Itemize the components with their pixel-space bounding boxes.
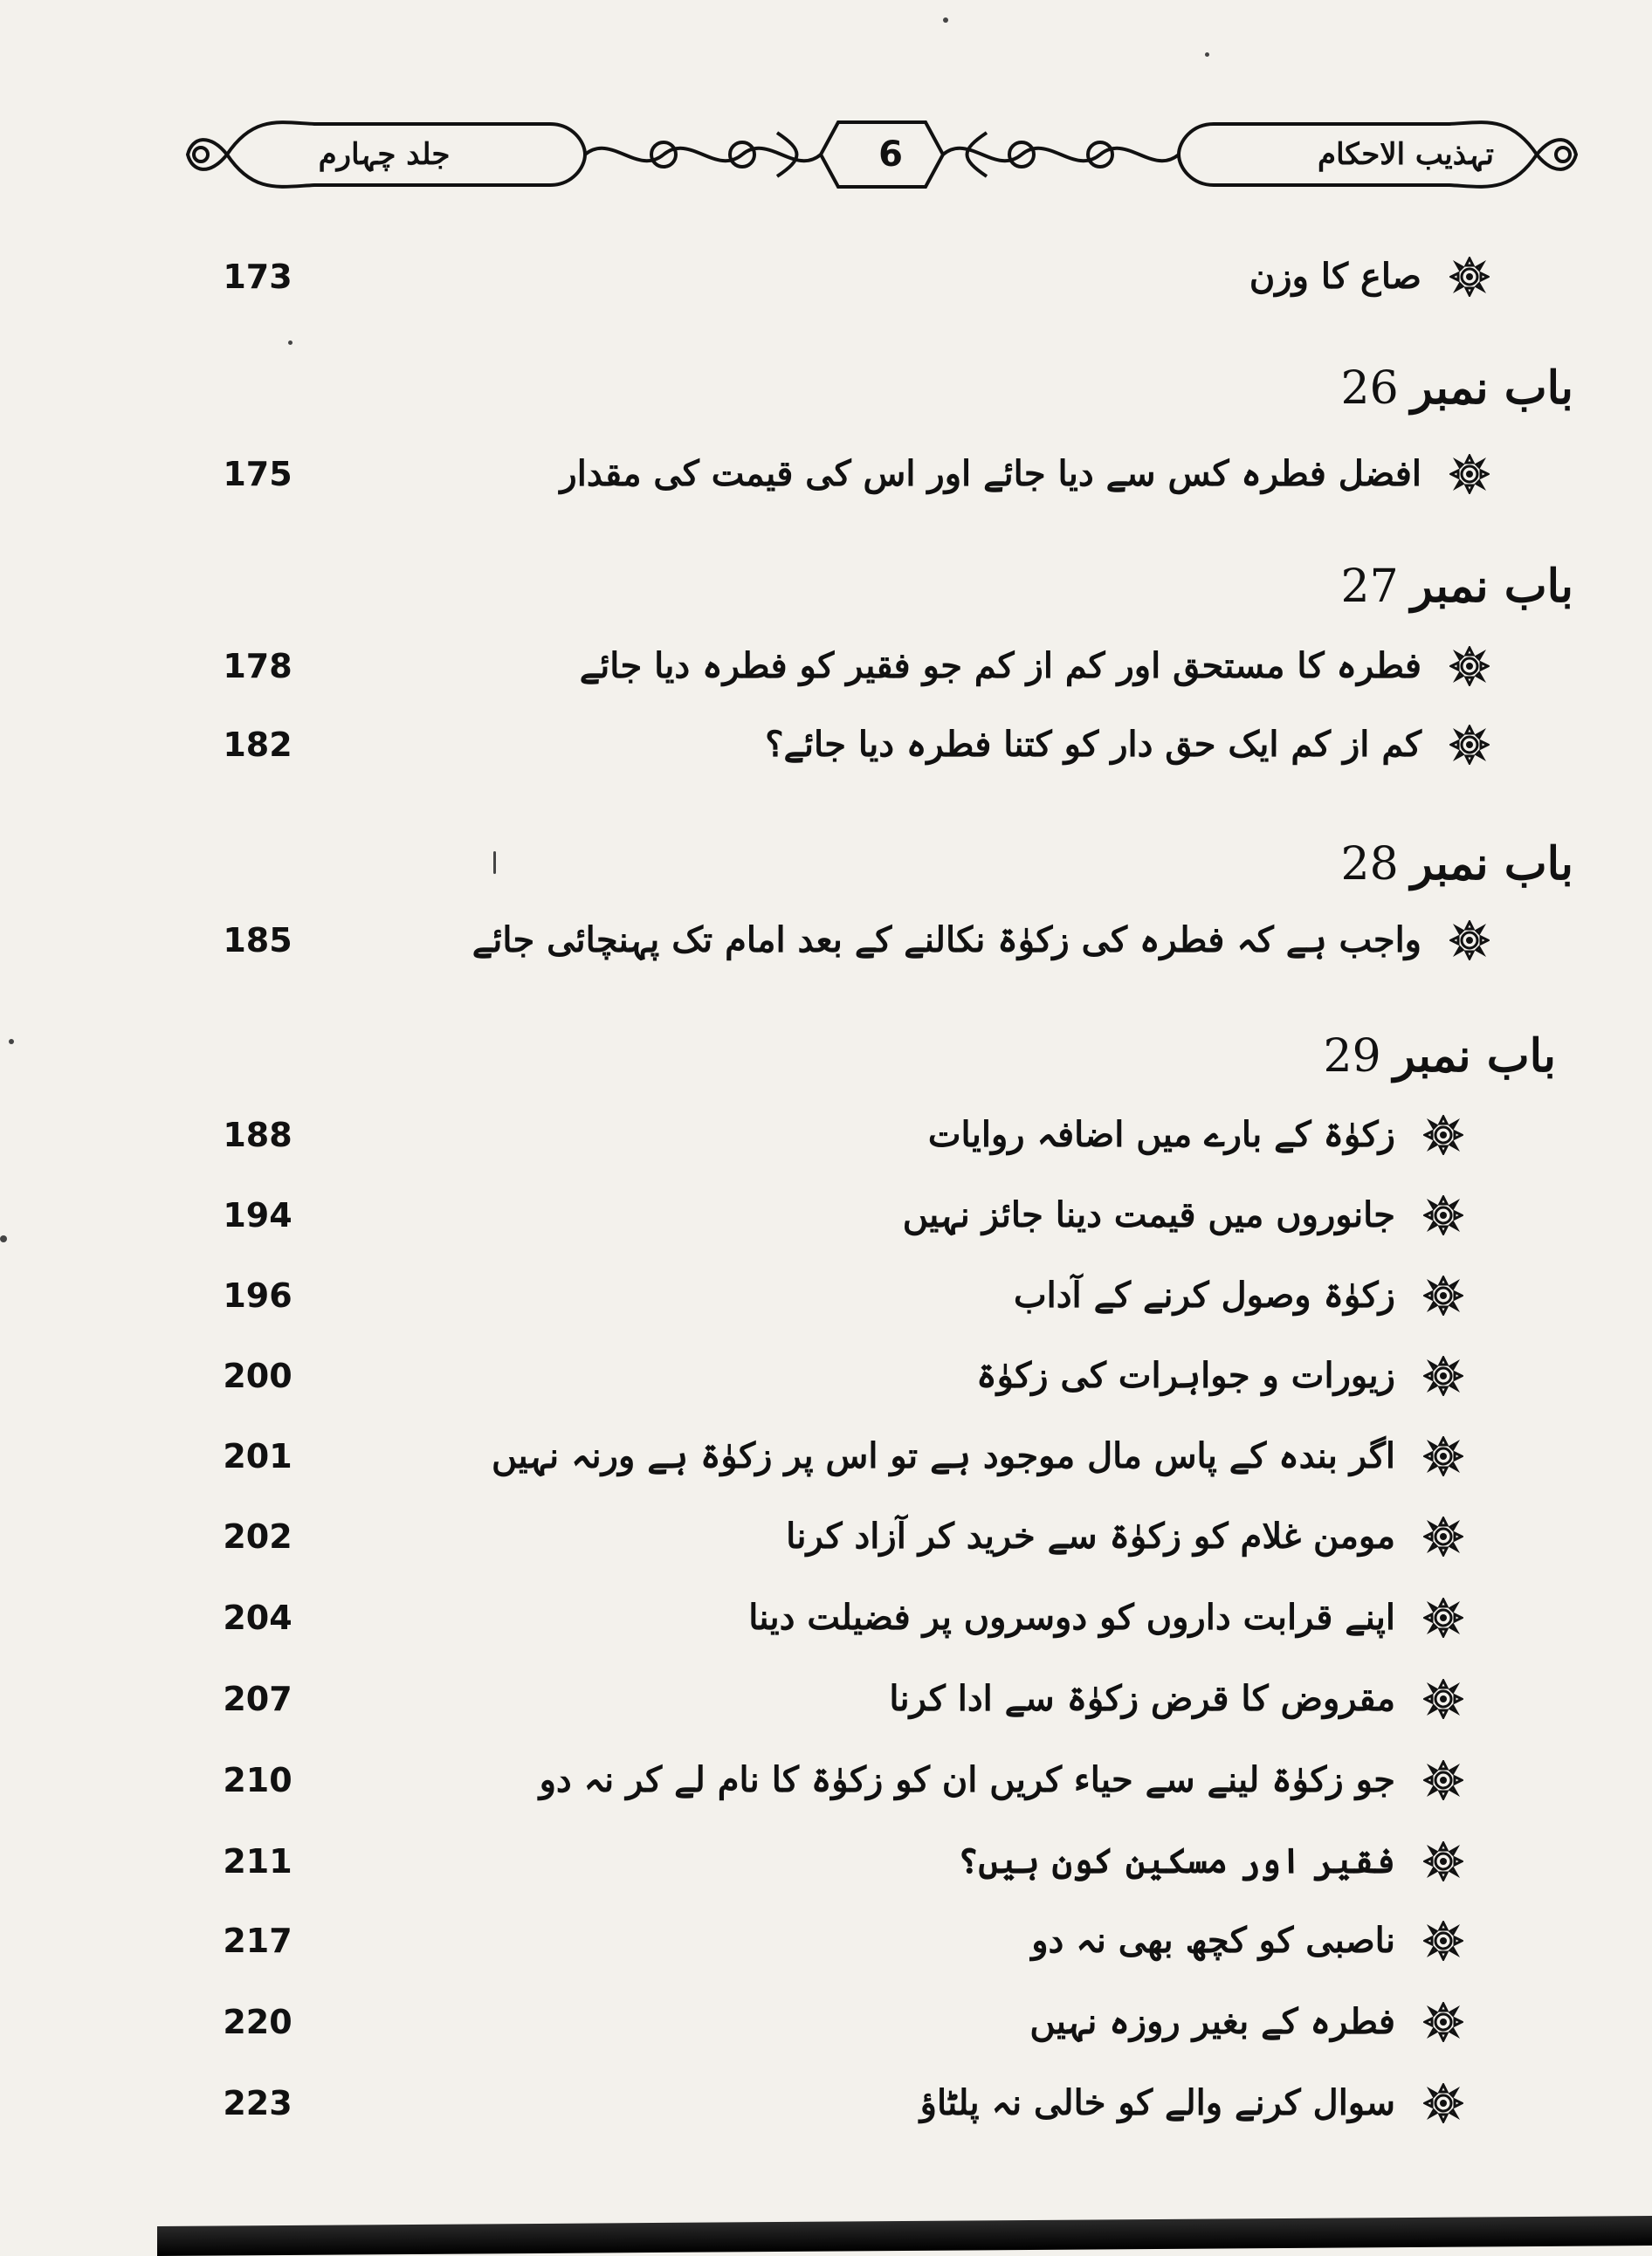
flower-rosette-icon bbox=[1423, 1276, 1463, 1316]
chapter-heading bbox=[1341, 552, 1573, 622]
toc-entry[interactable] bbox=[0, 1750, 1652, 1811]
volume-label: جلد چہارم bbox=[318, 137, 451, 172]
chapter-label: باب نمبر bbox=[1410, 560, 1573, 613]
entry-title: زکوٰۃ کے بارے میں اضافہ روایات bbox=[927, 1114, 1395, 1155]
toc-entry[interactable] bbox=[0, 1345, 1652, 1407]
entry-title: واجب ہے کہ فطرہ کی زکوٰۃ نکالنے کے بعد امام تک پہنچائی جائے bbox=[472, 919, 1421, 960]
page-number: 6 bbox=[878, 134, 903, 175]
entry-page-number: 194 bbox=[223, 1196, 293, 1235]
scan-speck bbox=[288, 340, 293, 345]
toc-entry[interactable] bbox=[0, 1104, 1652, 1166]
toc-entry[interactable] bbox=[0, 1185, 1652, 1246]
chapter-heading bbox=[1341, 354, 1573, 423]
entry-title: مومن غلام کو زکوٰۃ سے خرید کر آزاد کرنا bbox=[786, 1516, 1395, 1557]
toc-entry[interactable] bbox=[0, 1668, 1652, 1730]
entry-title: زیورات و جواہرات کی زکوٰۃ bbox=[976, 1355, 1395, 1396]
entry-title: جو زکوٰۃ لینے سے حیاء کریں ان کو زکوٰۃ کا نام لے کر نہ دو bbox=[539, 1759, 1395, 1800]
flower-rosette-icon bbox=[1423, 1436, 1463, 1476]
scan-speck bbox=[493, 851, 496, 874]
entry-page-number: 217 bbox=[223, 1922, 293, 1960]
entry-page-number: 196 bbox=[223, 1276, 293, 1315]
entry-page-number: 211 bbox=[223, 1842, 293, 1881]
flower-rosette-icon bbox=[1423, 1115, 1463, 1155]
toc-entry[interactable] bbox=[0, 910, 1652, 971]
flower-rosette-icon bbox=[1449, 646, 1490, 686]
flower-rosette-icon bbox=[1423, 2002, 1463, 2042]
entry-title: مقروض کا قرض زکوٰۃ سے ادا کرنا bbox=[889, 1678, 1395, 1719]
flower-rosette-icon bbox=[1449, 725, 1490, 765]
entry-page-number: 201 bbox=[223, 1437, 293, 1475]
entry-page-number: 185 bbox=[223, 921, 293, 959]
toc-entry[interactable] bbox=[0, 1831, 1652, 1892]
toc-entry[interactable] bbox=[0, 444, 1652, 505]
entry-page-number: 204 bbox=[223, 1599, 293, 1637]
scan-speck bbox=[1205, 52, 1209, 57]
flower-rosette-icon bbox=[1423, 1679, 1463, 1719]
entry-title: صاع کا وزن bbox=[1249, 256, 1421, 297]
flower-rosette-icon bbox=[1423, 1195, 1463, 1235]
flower-rosette-icon bbox=[1423, 1598, 1463, 1638]
flower-rosette-icon bbox=[1423, 1921, 1463, 1961]
flower-rosette-icon bbox=[1449, 257, 1490, 297]
entry-page-number: 200 bbox=[223, 1357, 293, 1395]
toc-entry[interactable] bbox=[0, 1426, 1652, 1487]
entry-title: سوال کرنے والے کو خالی نہ پلٹاؤ bbox=[919, 2082, 1395, 2123]
book-title: تہذیب الاحکام bbox=[1318, 137, 1494, 172]
entry-page-number: 220 bbox=[223, 2003, 293, 2041]
flower-rosette-icon bbox=[1423, 2083, 1463, 2123]
toc-entry[interactable] bbox=[0, 1265, 1652, 1326]
entry-title: فطرہ کے بغیر روزہ نہیں bbox=[1029, 2001, 1395, 2042]
flower-rosette-icon bbox=[1449, 920, 1490, 960]
chapter-number: 27 bbox=[1340, 561, 1399, 613]
entry-title: اپنے قرابت داروں کو دوسروں پر فضیلت دینا bbox=[748, 1597, 1395, 1638]
chapter-heading bbox=[1341, 829, 1573, 899]
chapter-heading bbox=[1324, 1021, 1556, 1091]
entry-title: فطرہ کا مستحق اور کم از کم جو فقیر کو فطرہ دیا جائے bbox=[579, 645, 1421, 686]
toc-entry[interactable] bbox=[0, 2073, 1652, 2134]
entry-page-number: 202 bbox=[223, 1517, 293, 1556]
toc-entry[interactable] bbox=[0, 246, 1652, 307]
toc-entry[interactable] bbox=[0, 1910, 1652, 1971]
entry-title: افضل فطرہ کس سے دیا جائے اور اس کی قیمت کی مقدار bbox=[560, 453, 1421, 494]
entry-page-number: 188 bbox=[223, 1116, 293, 1154]
entry-page-number: 207 bbox=[223, 1680, 293, 1718]
entry-title: اگر بندہ کے پاس مال موجود ہے تو اس پر زکوٰۃ ہے ورنہ نہیں bbox=[492, 1435, 1395, 1476]
chapter-label: باب نمبر bbox=[1410, 361, 1573, 415]
toc-entry[interactable] bbox=[0, 1587, 1652, 1648]
scan-speck bbox=[943, 17, 948, 23]
chapter-number: 28 bbox=[1340, 838, 1399, 891]
toc-entry[interactable] bbox=[0, 714, 1652, 775]
running-header bbox=[175, 98, 1589, 211]
entry-page-number: 210 bbox=[223, 1761, 293, 1799]
entry-title: جانوروں میں قیمت دینا جائز نہیں bbox=[902, 1194, 1395, 1235]
entry-title: زکوٰۃ وصول کرنے کے آداب bbox=[1013, 1275, 1395, 1316]
entry-title: ناصبی کو کچھ بھی نہ دو bbox=[1031, 1920, 1395, 1961]
flower-rosette-icon bbox=[1423, 1356, 1463, 1396]
toc-entry[interactable] bbox=[0, 636, 1652, 697]
scan-speck bbox=[9, 1039, 14, 1044]
entry-page-number: 223 bbox=[223, 2084, 293, 2122]
chapter-number: 26 bbox=[1340, 362, 1399, 415]
scan-speck bbox=[0, 1235, 7, 1242]
entry-page-number: 175 bbox=[223, 455, 293, 493]
flower-rosette-icon bbox=[1423, 1760, 1463, 1800]
chapter-number: 29 bbox=[1323, 1030, 1381, 1083]
flower-rosette-icon bbox=[1423, 1841, 1463, 1881]
toc-entry[interactable] bbox=[0, 1506, 1652, 1567]
chapter-label: باب نمبر bbox=[1393, 1029, 1556, 1083]
entry-page-number: 173 bbox=[223, 258, 293, 296]
flower-rosette-icon bbox=[1449, 454, 1490, 494]
chapter-label: باب نمبر bbox=[1410, 837, 1573, 891]
entry-title: فقیر اور مسکین کون ہیں؟ bbox=[957, 1840, 1395, 1881]
flower-rosette-icon bbox=[1423, 1517, 1463, 1557]
toc-entry[interactable] bbox=[0, 1991, 1652, 2053]
scan-bottom-edge bbox=[157, 2216, 1652, 2256]
entry-title: کم از کم ایک حق دار کو کتنا فطرہ دیا جائے؟ bbox=[765, 724, 1421, 765]
entry-page-number: 178 bbox=[223, 647, 293, 685]
entry-page-number: 182 bbox=[223, 726, 293, 764]
